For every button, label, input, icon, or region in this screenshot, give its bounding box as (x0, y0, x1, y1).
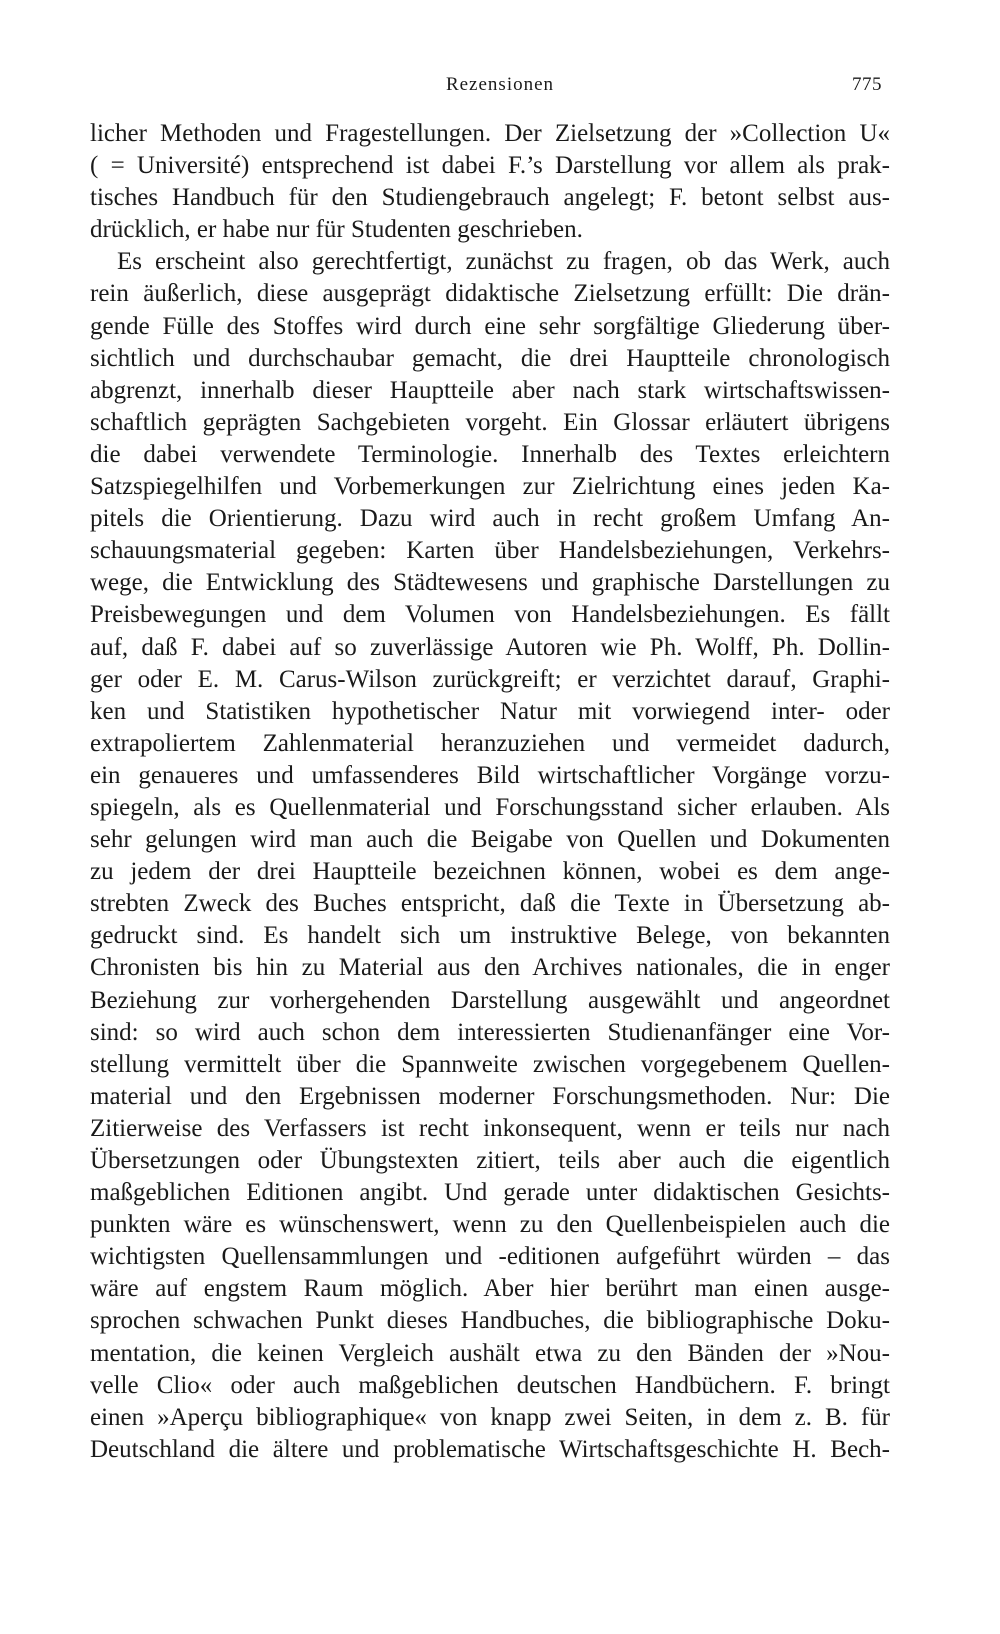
review-body-text (90, 118, 890, 1466)
text-line: sind: so wird auch schon dem interessierten Studienanfänger eine Vor- (90, 1018, 890, 1046)
text-line: pitels die Orientierung. Dazu wird auch in recht großem Umfang An- (90, 505, 890, 533)
running-title: Rezensionen (445, 74, 555, 95)
text-line: Preisbewegungen und dem Volumen von Handelsbeziehungen. Es fällt (90, 601, 890, 629)
text-line: ( = Université) entsprechend ist dabei F.’s Darstellung vor allem als prak- (90, 152, 890, 180)
text-line: schaftlich geprägten Sachgebieten vorgeht. Ein Glossar erläutert übrigens (90, 408, 890, 436)
text-line: abgrenzt, innerhalb dieser Hauptteile aber nach stark wirtschaftswissen- (90, 376, 890, 404)
text-line: ger oder E. M. Carus-Wilson zurückgreift; er verzichtet darauf, Graphi- (90, 665, 890, 693)
text-line: mentation, die keinen Vergleich aushält etwa zu den Bänden der »Nou- (90, 1339, 890, 1367)
text-line: tisches Handbuch für den Studiengebrauch angelegt; F. betont selbst aus- (90, 184, 890, 212)
paragraph-first-line: Es erscheint also gerechtfertigt, zunächst zu fragen, ob das Werk, auch (117, 248, 890, 276)
text-line: maßgeblichen Editionen angibt. Und gerade unter didaktischen Gesichts- (90, 1179, 890, 1207)
text-line: sprochen schwachen Punkt dieses Handbuches, die bibliographische Doku- (90, 1307, 890, 1335)
text-line: wäre auf engstem Raum möglich. Aber hier berührt man einen ausge- (90, 1275, 890, 1303)
text-line: ein genaueres und umfassenderes Bild wirtschaftlicher Vorgänge vorzu- (90, 761, 890, 789)
text-line: spiegeln, als es Quellenmaterial und Forschungsstand sicher erlauben. Als (90, 793, 890, 821)
text-line: Deutschland die ältere und problematische Wirtschaftsgeschichte H. Bech- (90, 1435, 890, 1463)
text-line: ken und Statistiken hypothetischer Natur mit vorwiegend inter- oder (90, 697, 890, 725)
text-line: extrapoliertem Zahlenmaterial heranzuziehen und vermeidet dadurch, (90, 729, 890, 757)
text-line: Zitierweise des Verfassers ist recht inkonsequent, wenn er teils nur nach (90, 1114, 890, 1142)
text-line: rein äußerlich, diese ausgeprägt didaktische Zielsetzung erfüllt: Die drän- (90, 280, 890, 308)
text-line: Beziehung zur vorhergehenden Darstellung ausgewählt und angeordnet (90, 986, 890, 1014)
text-line: strebten Zweck des Buches entspricht, daß die Texte in Übersetzung ab- (90, 890, 890, 918)
text-line: die dabei verwendete Terminologie. Innerhalb des Textes erleichtern (90, 440, 890, 468)
text-line: wichtigsten Quellensammlungen und -editionen aufgeführt würden – das (90, 1243, 890, 1271)
text-line: licher Methoden und Fragestellungen. Der Zielsetzung der »Collection U« (90, 120, 890, 147)
text-line: velle Clio« oder auch maßgeblichen deutschen Handbüchern. F. bringt (90, 1371, 890, 1399)
running-header (0, 74, 1000, 104)
text-line: gedruckt sind. Es handelt sich um instruktive Belege, von bekannten (90, 922, 890, 950)
text-line: einen »Aperçu bibliographique« von knapp zwei Seiten, in dem z. B. für (90, 1403, 890, 1431)
text-line: stellung vermittelt über die Spannweite zwischen vorgegebenem Quellen- (90, 1050, 890, 1078)
text-line: auf, daß F. dabei auf so zuverlässige Autoren wie Ph. Wolff, Ph. Dollin- (90, 633, 890, 661)
text-line: material und den Ergebnissen moderner Forschungsmethoden. Nur: Die (90, 1082, 890, 1110)
paragraph-end-line: drücklich, er habe nur für Studenten geschrieben. (90, 216, 583, 244)
page-number: 775 (852, 74, 882, 95)
text-line: wege, die Entwicklung des Städtewesens und graphische Darstellungen zu (90, 569, 890, 597)
text-line: punkten wäre es wünschenswert, wenn zu den Quellenbeispielen auch die (90, 1211, 890, 1239)
text-line: zu jedem der drei Hauptteile bezeichnen können, wobei es dem ange- (90, 858, 890, 886)
text-line: schauungsmaterial gegeben: Karten über Handelsbeziehungen, Verkehrs- (90, 537, 890, 565)
text-line: gende Fülle des Stoffes wird durch eine sehr sorgfältige Gliederung über- (90, 312, 890, 340)
text-line: Chronisten bis hin zu Material aus den Archives nationales, die in enger (90, 954, 890, 982)
text-line: Übersetzungen oder Übungstexten zitiert, teils aber auch die eigentlich (90, 1147, 890, 1174)
text-line: sehr gelungen wird man auch die Beigabe von Quellen und Dokumenten (90, 826, 890, 854)
text-line: sichtlich und durchschaubar gemacht, die drei Hauptteile chronologisch (90, 344, 890, 372)
text-line: Satzspiegelhilfen und Vorbemerkungen zur Zielrichtung eines jeden Ka- (90, 473, 890, 501)
